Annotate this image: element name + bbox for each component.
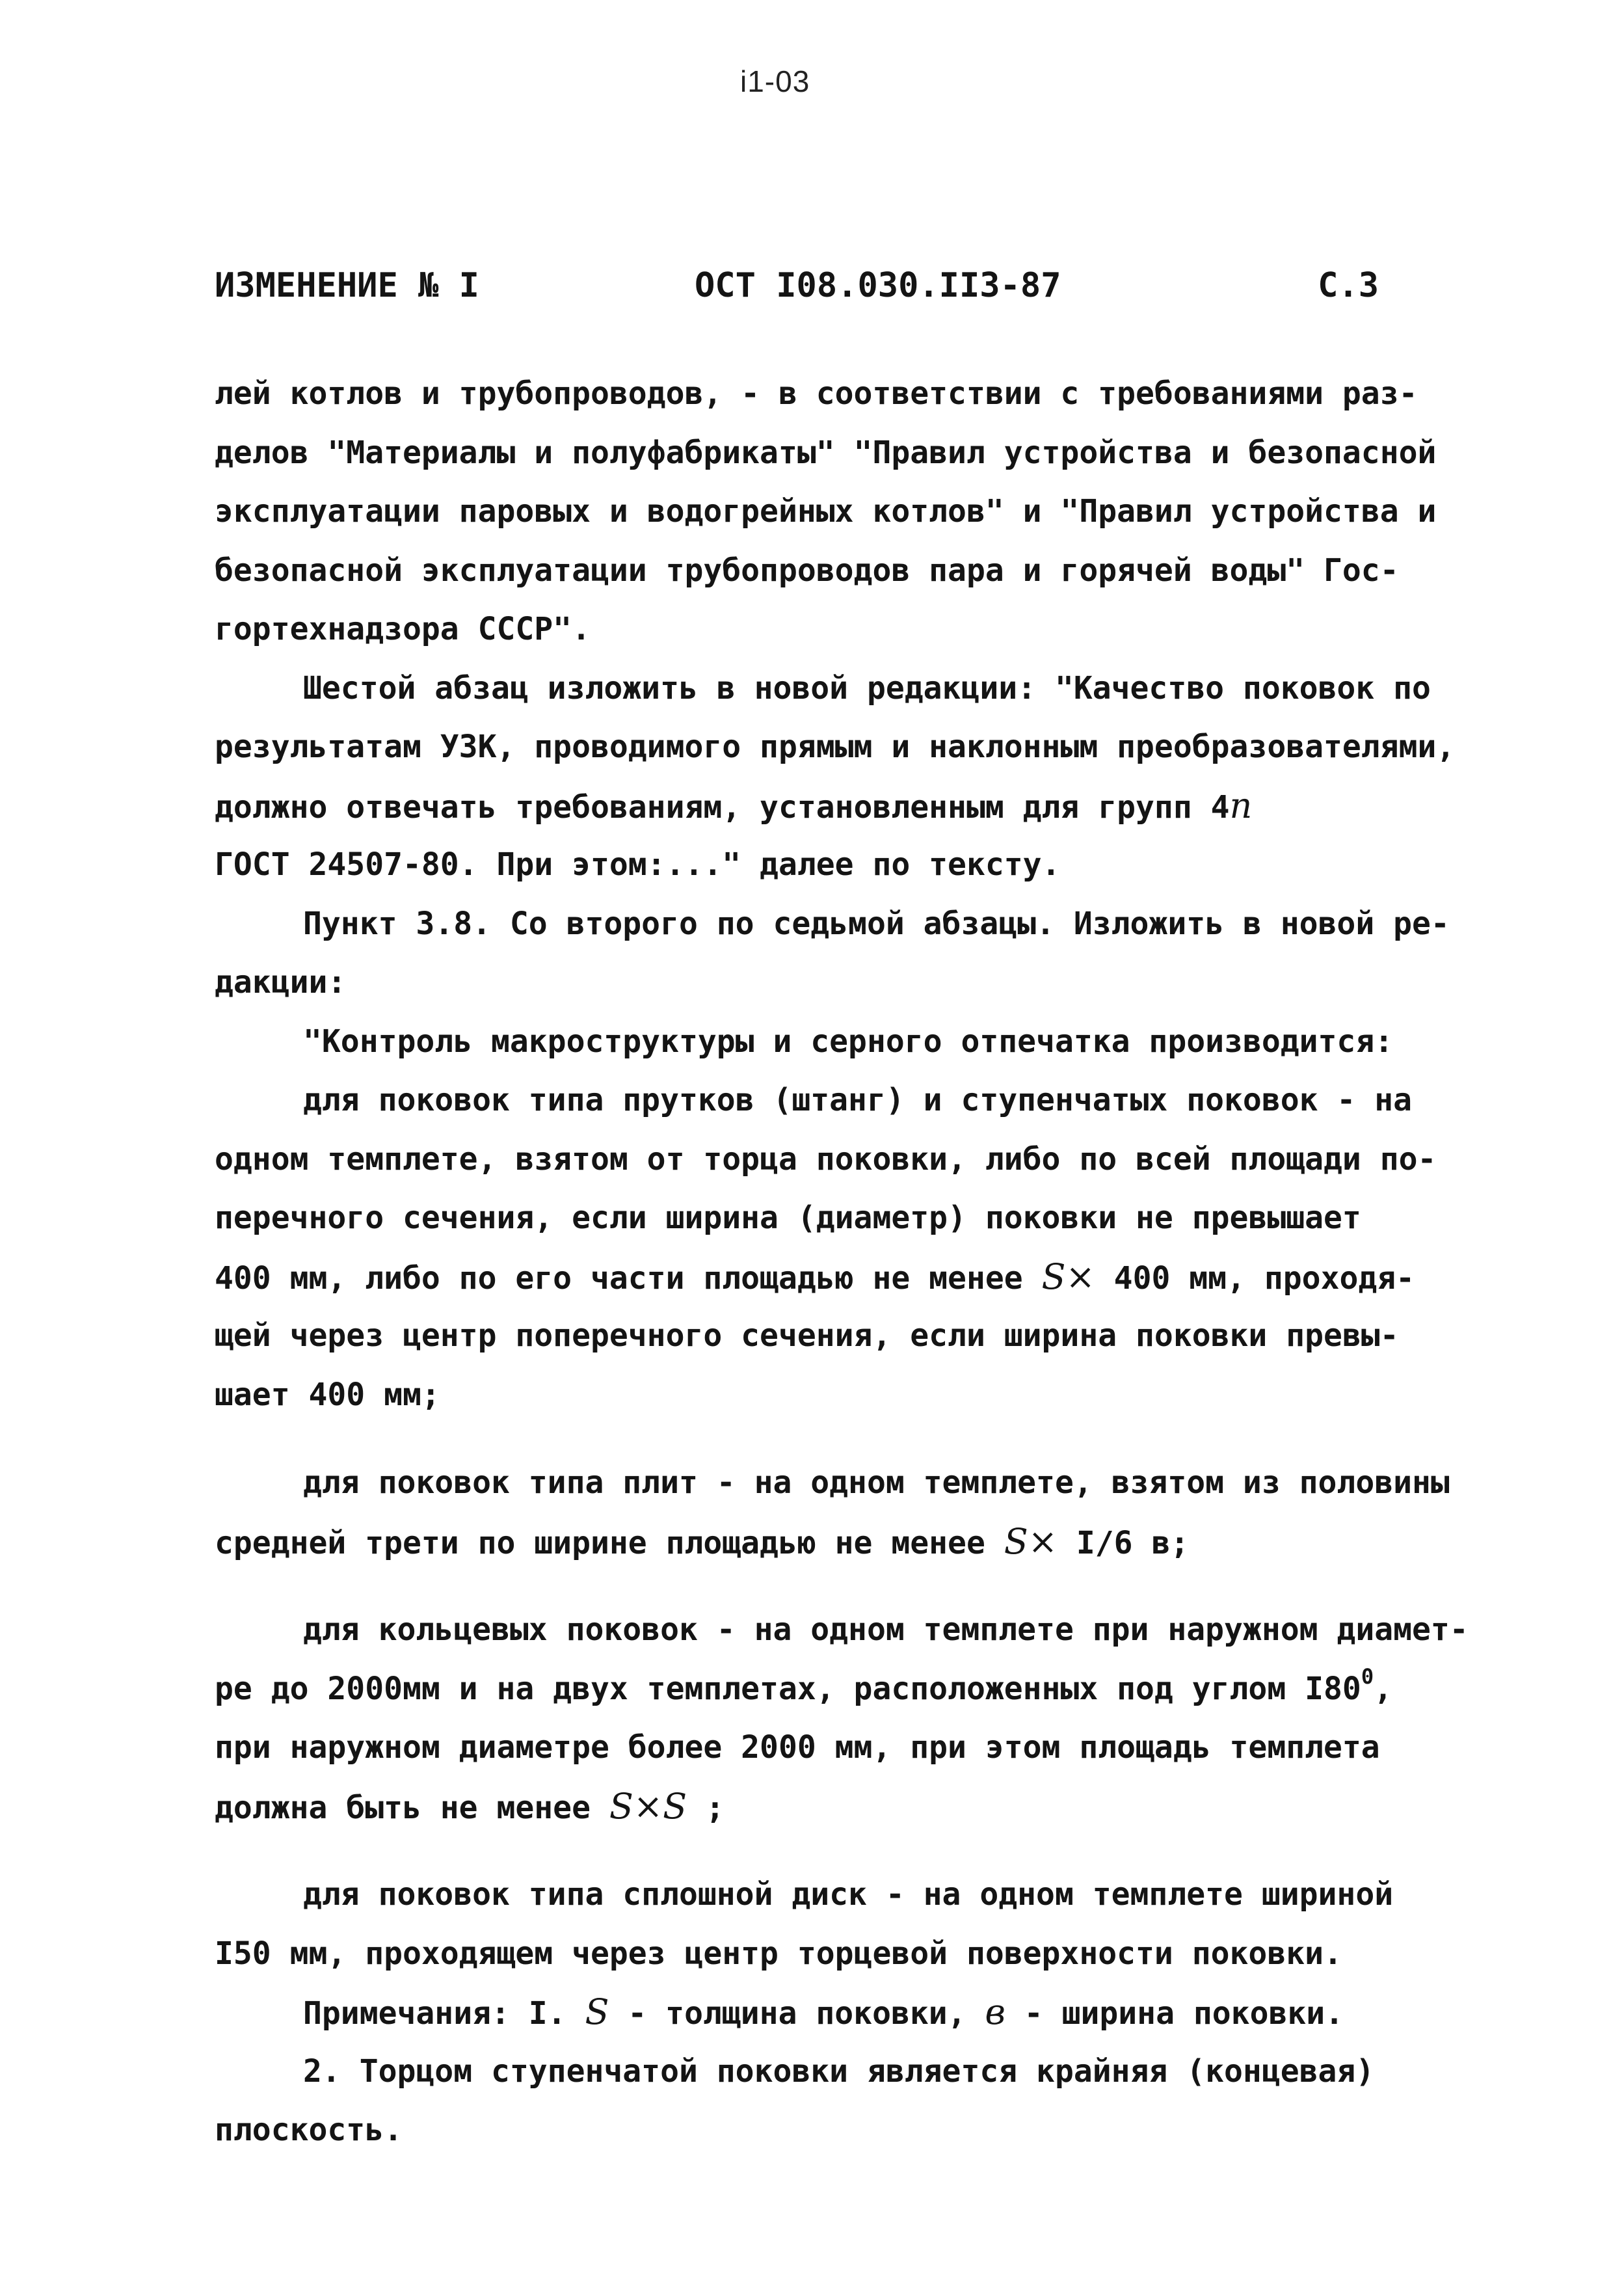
text-line: для поковок типа прутков (штанг) и ступенчатых поковок - на: [303, 1082, 1413, 1118]
text-line: гортехнадзора СССР".: [215, 611, 591, 647]
text-line: ГОСТ 24507-80. При этом:..." далее по тексту.: [215, 846, 1061, 883]
text-segment: ;: [687, 1789, 725, 1826]
text-line: [215, 777, 1424, 836]
text-line: делов "Материалы и полуфабрикаты" "Правил устройства и безопасной: [215, 434, 1437, 471]
text-line: щей через центр поперечного сечения, если ширина поковки превы-: [215, 1317, 1399, 1354]
text-line: перечного сечения, если ширина (диаметр) поковки не превышает: [215, 1200, 1361, 1236]
standard-designation: ОСТ I08.030.II3-87: [695, 266, 1061, 305]
text-line: Пункт 3.8. Со второго по седьмой абзацы. Изложить в новой ре-: [303, 905, 1450, 942]
text-line: для поковок типа сплошной диск - на одном темплете шириной: [303, 1876, 1394, 1913]
text-line: I50 мм, проходящем через центр торцевой поверхности поковки.: [215, 1935, 1342, 1972]
text-segment: - толщина поковки,: [609, 1995, 985, 2032]
text-line: [215, 1513, 1424, 1572]
notes-line: 2. Торцом ступенчатой поковки является крайняя (концевая): [303, 2052, 1375, 2090]
notes-line: плоскость.: [215, 2112, 403, 2148]
notes-line: [215, 1983, 1424, 2042]
text-segment: средней трети по ширине площадью не менее: [215, 1524, 1004, 1561]
handwritten-width-symbol: в: [985, 1991, 1005, 2032]
handwritten-thickness-symbol: S×: [1041, 1256, 1095, 1297]
text-segment: Примечания: I.: [303, 1995, 585, 2032]
text-line: для поковок типа плит - на одном темплете, взятом из половины: [303, 1464, 1450, 1501]
handwritten-thickness-symbol: S×: [1004, 1520, 1058, 1562]
text-segment: I/6 в;: [1057, 1524, 1190, 1561]
text-line: дакции:: [215, 964, 347, 1001]
text-segment: ре до 2000мм и на двух темплетах, расположенных под углом I80: [215, 1670, 1361, 1707]
handwritten-group-index: n: [1229, 785, 1253, 826]
paragraph-gap: [215, 1836, 1424, 1865]
document-body: [215, 364, 1469, 2160]
text-line: [215, 1248, 1424, 1307]
document-header: [215, 263, 1379, 308]
text-segment: должно отвечать требованиям, установленным для групп 4: [215, 788, 1230, 826]
text-line: [215, 1660, 1424, 1719]
text-line: шает 400 мм;: [215, 1376, 440, 1413]
text-segment: - ширина поковки.: [1005, 1995, 1344, 2032]
text-line: для кольцевых поковок - на одном темплете при наружном диамет-: [303, 1611, 1469, 1648]
change-number: ИЗМЕНЕНИЕ № I: [215, 266, 479, 305]
text-line: безопасной эксплуатации трубопроводов пара и горячей воды" Гос-: [215, 552, 1399, 589]
paragraph-gap: [215, 1571, 1424, 1600]
text-line: лей котлов и трубопроводов, - в соответствии с требованиями раз-: [215, 375, 1418, 412]
text-line: Шестой абзац изложить в новой редакции: "Качество поковок по: [303, 669, 1431, 707]
paragraph-gap: [215, 1424, 1424, 1453]
text-line: при наружном диаметре более 2000 мм, при этом площадь темплета: [215, 1729, 1380, 1766]
sheet-number: С.3: [1318, 266, 1379, 305]
text-line: "Контроль макроструктуры и серного отпечатка производится:: [303, 1023, 1394, 1060]
text-line: [215, 1777, 1424, 1837]
handwritten-thickness-symbol: S: [585, 1991, 609, 2032]
text-segment: 400 мм, либо по его части площадью не менее: [215, 1259, 1042, 1297]
text-segment: должна быть не менее: [215, 1789, 609, 1826]
text-line: результатам УЗК, проводимого прямым и наклонным преобразователями,: [215, 729, 1456, 765]
handwritten-area-symbol: S×S: [609, 1785, 687, 1827]
text-segment: ,: [1374, 1670, 1392, 1707]
text-segment: 400 мм, проходя-: [1095, 1259, 1415, 1297]
page-number: i1-03: [740, 64, 810, 98]
text-line: эксплуатации паровых и водогрейных котлов" и "Правил устройства и: [215, 493, 1437, 530]
degree-superscript: 0: [1361, 1663, 1374, 1689]
text-line: одном темплете, взятом от торца поковки, либо по всей площади по-: [215, 1140, 1437, 1178]
